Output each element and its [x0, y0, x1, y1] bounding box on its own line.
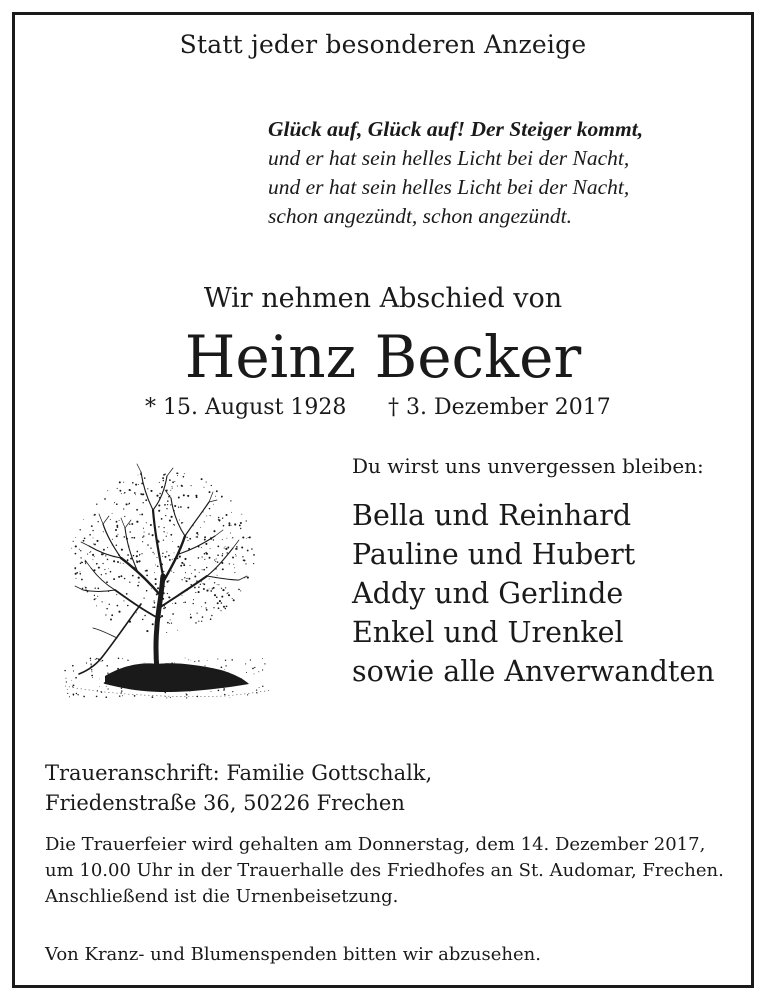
tree-illustration-icon	[45, 458, 275, 703]
mourning-address	[45, 758, 432, 818]
farewell-intro: Wir nehmen Abschied von	[203, 283, 563, 314]
address-line-2: Friedenstraße 36, 50226 Frechen	[45, 791, 405, 815]
poem-line-4: schon angezündt, schon angezündt.	[268, 204, 572, 228]
flowers-note: Von Kranz- und Blumenspenden bitten wir abzusehen.	[45, 944, 541, 965]
mourners-list	[352, 496, 715, 691]
mourner-name: Addy und Gerlinde	[352, 577, 624, 610]
poem-line-2: und er hat sein helles Licht bei der Nacht,	[268, 146, 630, 170]
service-line-2: um 10.00 Uhr in der Trauerhalle des Friedhofes an St. Audomar, Frechen.	[45, 860, 724, 881]
mourner-name: sowie alle Anverwandten	[352, 655, 715, 688]
poem-line-3: und er hat sein helles Licht bei der Nacht,	[268, 175, 630, 199]
poem-line-1: Glück auf, Glück auf! Der Steiger kommt,	[268, 117, 644, 141]
death-date: † 3. Dezember 2017	[388, 395, 611, 420]
deceased-name: Heinz Becker	[184, 323, 582, 391]
poem	[268, 115, 738, 231]
service-line-3: Anschließend ist die Urnenbeisetzung.	[45, 886, 399, 907]
service-line-1: Die Trauerfeier wird gehalten am Donnerstag, dem 14. Dezember 2017,	[45, 834, 706, 855]
mourner-name: Pauline und Hubert	[352, 538, 636, 571]
notice-header: Statt jeder besonderen Anzeige	[179, 30, 587, 59]
mourner-name: Enkel und Urenkel	[352, 616, 624, 649]
address-line-1: Traueranschrift: Familie Gottschalk,	[45, 761, 433, 785]
funeral-service-info	[45, 832, 724, 910]
mourner-name: Bella und Reinhard	[352, 499, 632, 532]
remembrance-line: Du wirst uns unvergessen bleiben:	[352, 454, 704, 478]
birth-date: * 15. August 1928	[145, 395, 347, 420]
